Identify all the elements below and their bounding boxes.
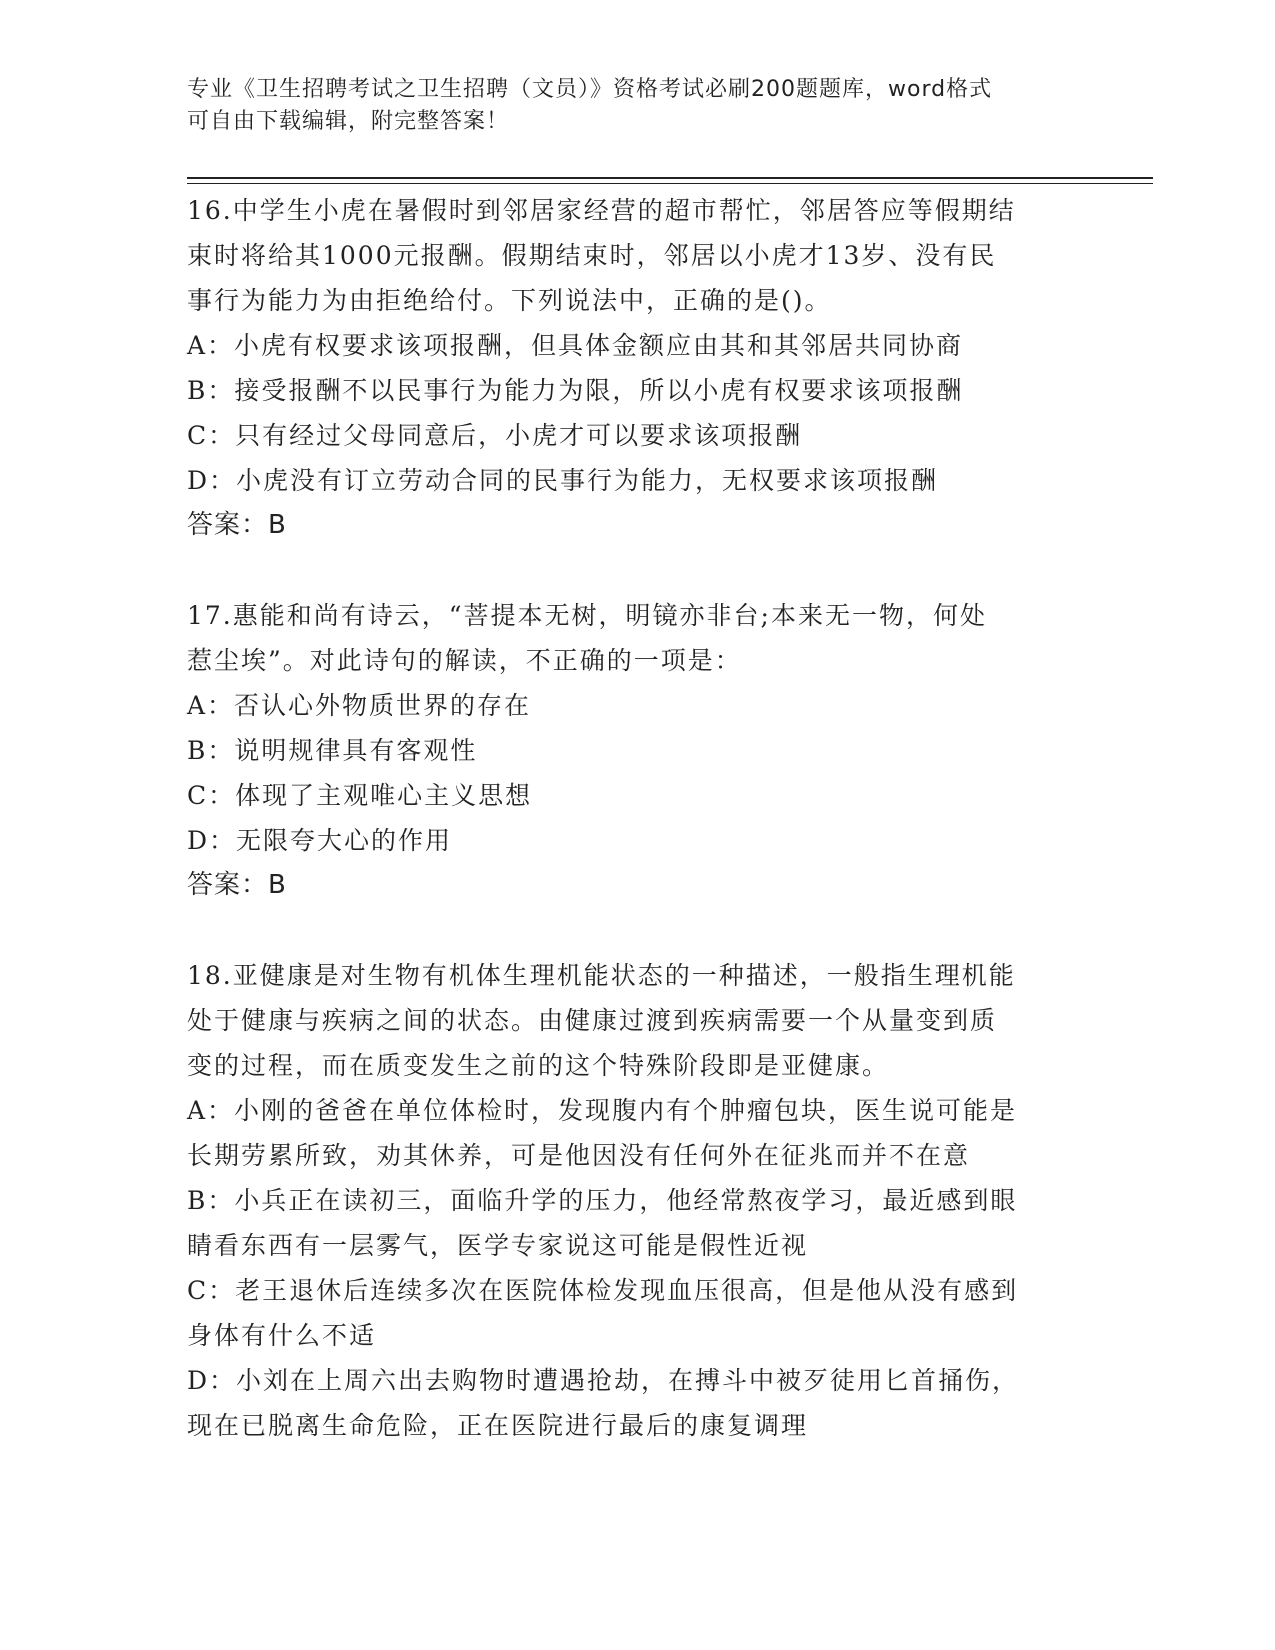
- option-c: C：体现了主观唯心主义思想: [187, 781, 533, 810]
- header-title-line-2: 可自由下载编辑，附完整答案！: [187, 109, 510, 134]
- header-title-line-1: 专业《卫生招聘考试之卫生招聘（文员）》资格考试必刷200题题库，word格式: [187, 77, 993, 102]
- option-c-continued: 身体有什么不适: [187, 1321, 377, 1350]
- option-d: D：小刘在上周六出去购物时遭遇抢劫，在搏斗中被歹徒用匕首捅伤，: [187, 1366, 1020, 1395]
- question-16: [187, 188, 1087, 548]
- answer-label: 答案：B: [187, 870, 287, 900]
- question-list: [187, 188, 1087, 1448]
- answer-label: 答案：B: [187, 510, 287, 540]
- question-spacer: [187, 548, 1087, 593]
- header-divider-thick: [187, 177, 1153, 179]
- option-d: D：小虎没有订立劳动合同的民事行为能力，无权要求该项报酬: [187, 466, 939, 495]
- question-text-line: 惹尘埃”。对此诗句的解读，不正确的一项是：: [187, 646, 742, 675]
- option-a: A：否认心外物质世界的存在: [187, 691, 532, 720]
- option-b: B：接受报酬不以民事行为能力为限，所以小虎有权要求该项报酬: [187, 376, 964, 405]
- option-d-continued: 现在已脱离生命危险，正在医院进行最后的康复调理: [187, 1411, 809, 1440]
- question-text-line: 18.亚健康是对生物有机体生理机能状态的一种描述，一般指生理机能: [187, 961, 1016, 990]
- option-d: D：无限夸大心的作用: [187, 826, 453, 855]
- option-a: A：小刚的爸爸在单位体检时，发现腹内有个肿瘤包块，医生说可能是: [187, 1096, 1018, 1125]
- option-a: A：小虎有权要求该项报酬，但具体金额应由其和其邻居共同协商: [187, 331, 964, 360]
- option-b: B：说明规律具有客观性: [187, 736, 478, 765]
- document-header: [187, 74, 1067, 138]
- question-text-line: 17.惠能和尚有诗云，“菩提本无树，明镜亦非台;本来无一物，何处: [187, 601, 987, 630]
- question-text-line: 束时将给其1000元报酬。假期结束时，邻居以小虎才13岁、没有民: [187, 241, 997, 270]
- option-c: C：老王退休后连续多次在医院体检发现血压很高，但是他从没有感到: [187, 1276, 1019, 1305]
- question-text-line: 处于健康与疾病之间的状态。由健康过渡到疾病需要一个从量变到质: [187, 1006, 998, 1035]
- option-a-continued: 长期劳累所致，劝其休养，可是他因没有任何外在征兆而并不在意: [187, 1141, 971, 1170]
- question-18: [187, 953, 1087, 1448]
- question-text-line: 变的过程，而在质变发生之前的这个特殊阶段即是亚健康。: [187, 1051, 890, 1080]
- option-b-continued: 睛看东西有一层雾气，医学专家说这可能是假性近视: [187, 1231, 809, 1260]
- header-divider-thin: [187, 183, 1153, 184]
- option-b: B：小兵正在读初三，面临升学的压力，他经常熬夜学习，最近感到眼: [187, 1186, 1018, 1215]
- question-text-line: 16.中学生小虎在暑假时到邻居家经营的超市帮忙，邻居答应等假期结: [187, 196, 1016, 225]
- question-17: [187, 593, 1087, 908]
- question-spacer: [187, 908, 1087, 953]
- question-text-line: 事行为能力为由拒绝给付。下列说法中，正确的是()。: [187, 286, 832, 315]
- option-c: C：只有经过父母同意后，小虎才可以要求该项报酬: [187, 421, 803, 450]
